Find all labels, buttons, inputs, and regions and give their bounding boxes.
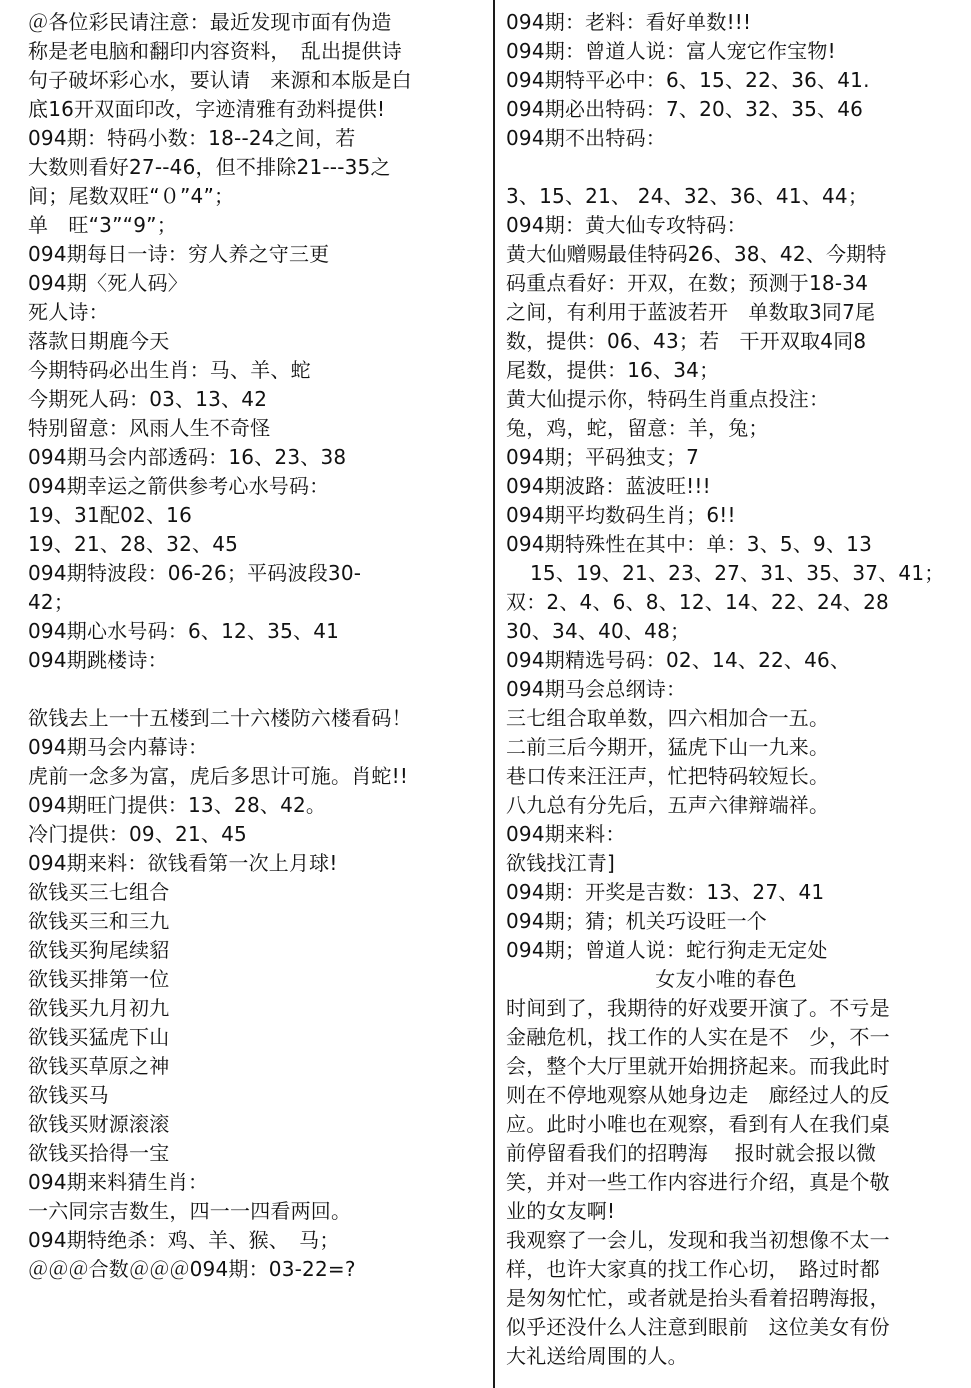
text-line: 尾数，提供：16、34； (506, 358, 720, 382)
text-line: 似乎还没什么人注意到眼前 这位美女有份 (506, 1315, 890, 1339)
text-line: 094期必出特码：7、20、32、35、46 (506, 97, 864, 121)
text-line: 黄大仙提示你，特码生肖重点投注： (506, 387, 830, 411)
text-line: 金融危机，找工作的人实在是不 少，不一 (506, 1025, 890, 1049)
text-line: 欲钱买排第一位 (28, 967, 170, 991)
left-column (28, 8, 484, 1284)
text-line: 094期；曾道人说：蛇行狗走无定处 (506, 938, 828, 962)
text-line: 094期：开奖是吉数：13、27、41 (506, 880, 825, 904)
text-line: 笑，并对一些工作内容进行介绍，真是个敬 (506, 1170, 890, 1194)
text-line: 3、15、21、 24、32、36、41、44； (506, 184, 869, 208)
text-line: 094期：特码小数：18--24之间，若 (28, 126, 356, 150)
text-line: 15、19、21、23、27、31、35、37、41； (530, 561, 945, 585)
text-line: 黄大仙赠赐最佳特码26、38、42、今期特 (506, 242, 887, 266)
text-line: 欲钱去上一十五楼到二十六楼防六楼看码！ (28, 706, 412, 730)
text-line: 业的女友啊! (506, 1199, 616, 1223)
text-line: 欲钱买马 (28, 1083, 109, 1107)
text-line: 冷门提供：09、21、45 (28, 822, 247, 846)
text-line: 19、21、28、32、45 (28, 532, 239, 556)
text-line: 094期：老料：看好单数!!! (506, 10, 752, 34)
story-title: 女友小唯的春色 (655, 967, 797, 991)
text-line: 欲钱买猛虎下山 (28, 1025, 170, 1049)
blank-line (28, 675, 484, 704)
text-line: 094期；猜；机关巧设旺一个 (506, 909, 767, 933)
text-line: 欲钱买九月初九 (28, 996, 170, 1020)
text-line: 是匆匆忙忙，或者就是抬头看着招聘海报， (506, 1286, 890, 1310)
text-line: 虎前一念多为富，虎后多思计可施。肖蛇!! (28, 764, 409, 788)
text-line: 42； (28, 590, 75, 614)
text-line: 094期特殊性在其中：单：3、5、9、13 (506, 532, 872, 556)
text-line: 大礼送给周围的人。 (506, 1344, 688, 1368)
text-line: 094期：黄大仙专攻特码： (506, 213, 747, 237)
text-line: 094期特波段：06-26；平码波段30- (28, 561, 362, 585)
text-line: 特别留意：风雨人生不奇怪 (28, 416, 271, 440)
text-line: ＠＠＠合数＠＠＠094期：03-22=? (28, 1257, 356, 1281)
text-line: 底16开双面印改，字迹清雅有劲料提供! (28, 97, 386, 121)
text-line: 二前三后今期开，猛虎下山一九来。 (506, 735, 830, 759)
text-line: 句子破坏彩心水，要认请 来源和本版是白 (28, 68, 412, 92)
text-line: 今期特码必出生肖：马、羊、蛇 (28, 358, 311, 382)
text-line: 兔，鸡，蛇，留意：羊，兔； (506, 416, 769, 440)
text-line: 八九总有分先后，五声六律辩端祥。 (506, 793, 830, 817)
text-line: 094期每日一诗：穷人养之守三更 (28, 242, 330, 266)
text-line: 今期死人码：03、13、42 (28, 387, 268, 411)
text-line: 094期旺门提供：13、28、42。 (28, 793, 327, 817)
column-divider (493, 0, 495, 1388)
text-line: 欲钱买狗尾续貂 (28, 938, 170, 962)
text-line: 094期〈死人码〉 (28, 271, 188, 295)
text-line: 094期平均数码生肖；6!! (506, 503, 736, 527)
text-line: 前停留看我们的招聘海 报时就会报以微 (506, 1141, 877, 1165)
text-line: 我观察了一会儿，发现和我当初想像不太一 (506, 1228, 890, 1252)
text-line: 单 旺“3”“9”； (28, 213, 177, 237)
text-line: 094期来料： (506, 822, 626, 846)
text-line: 一六同宗吉数生，四一一四看两回。 (28, 1199, 352, 1223)
text-line: 094期马会总纲诗： (506, 677, 687, 701)
text-line: 数，提供：06、43；若 干开双取4同8 (506, 329, 867, 353)
text-line: 19、31配02、16 (28, 503, 192, 527)
text-line: 欲钱买三七组合 (28, 880, 170, 904)
text-line: 094期特绝杀：鸡、羊、猴、 马； (28, 1228, 340, 1252)
text-line: 094期幸运之箭供参考心水号码： (28, 474, 330, 498)
text-line: 则在不停地观察从她身边走 廊经过人的反 (506, 1083, 890, 1107)
text-line: 之间，有利用于蓝波若开 单数取3同7尾 (506, 300, 876, 324)
text-line: 094期精选号码：02、14、22、46、 (506, 648, 851, 672)
text-line: 欲钱找江青] (506, 851, 616, 875)
text-line: 094期不出特码： (506, 126, 666, 150)
text-line: 三七组合取单数，四六相加合一五。 (506, 706, 830, 730)
text-line: 巷口传来汪汪声，忙把特码较短长。 (506, 764, 830, 788)
blank-line (506, 153, 946, 182)
text-line: 双：2、4、6、8、12、14、22、24、28 (506, 590, 889, 614)
text-line: 样，也许大家真的找工作心切， 路过时都 (506, 1257, 880, 1281)
text-line: 死人诗： (28, 300, 109, 324)
text-line: 094期特平必中：6、15、22、36、41. (506, 68, 870, 92)
text-line: 落款日期鹿今天 (28, 329, 170, 353)
text-line: 应。此时小唯也在观察，看到有人在我们桌 (506, 1112, 890, 1136)
text-line: 欲钱买三和三九 (28, 909, 170, 933)
text-line: ＠各位彩民请注意：最近发现市面有伪造 (28, 10, 392, 34)
text-line: 094期心水号码：6、12、35、41 (28, 619, 340, 643)
text-line: 094期；平码独支；7 (506, 445, 700, 469)
text-line: 094期跳楼诗： (28, 648, 168, 672)
text-line: 欲钱买拾得一宝 (28, 1141, 170, 1165)
text-line: 30、34、40、48； (506, 619, 691, 643)
text-line: 码重点看好：开双，在数；预测于18-34 (506, 271, 869, 295)
text-line: 间；尾数双旺“０”4”； (28, 184, 235, 208)
right-column (506, 8, 946, 1371)
text-line: 时间到了，我期待的好戏要开演了。不亏是 (506, 996, 890, 1020)
text-line: 094期马会内部透码：16、23、38 (28, 445, 347, 469)
text-line: 欲钱买草原之神 (28, 1054, 170, 1078)
text-line: 称是老电脑和翻印内容资料， 乱出提供诗 (28, 39, 402, 63)
text-line: 094期来料：欲钱看第一次上月球! (28, 851, 338, 875)
text-line: 094期来料猜生肖： (28, 1170, 209, 1194)
text-line: 094期：曾道人说：富人宠它作宝物! (506, 39, 836, 63)
text-line: 大数则看好27--46，但不排除21---35之 (28, 155, 391, 179)
text-line: 欲钱买财源滚滚 (28, 1112, 170, 1136)
text-line: 094期马会内幕诗： (28, 735, 209, 759)
text-line: 094期波路：蓝波旺!!! (506, 474, 711, 498)
text-line: 会，整个大厅里就开始拥挤起来。而我此时 (506, 1054, 890, 1078)
